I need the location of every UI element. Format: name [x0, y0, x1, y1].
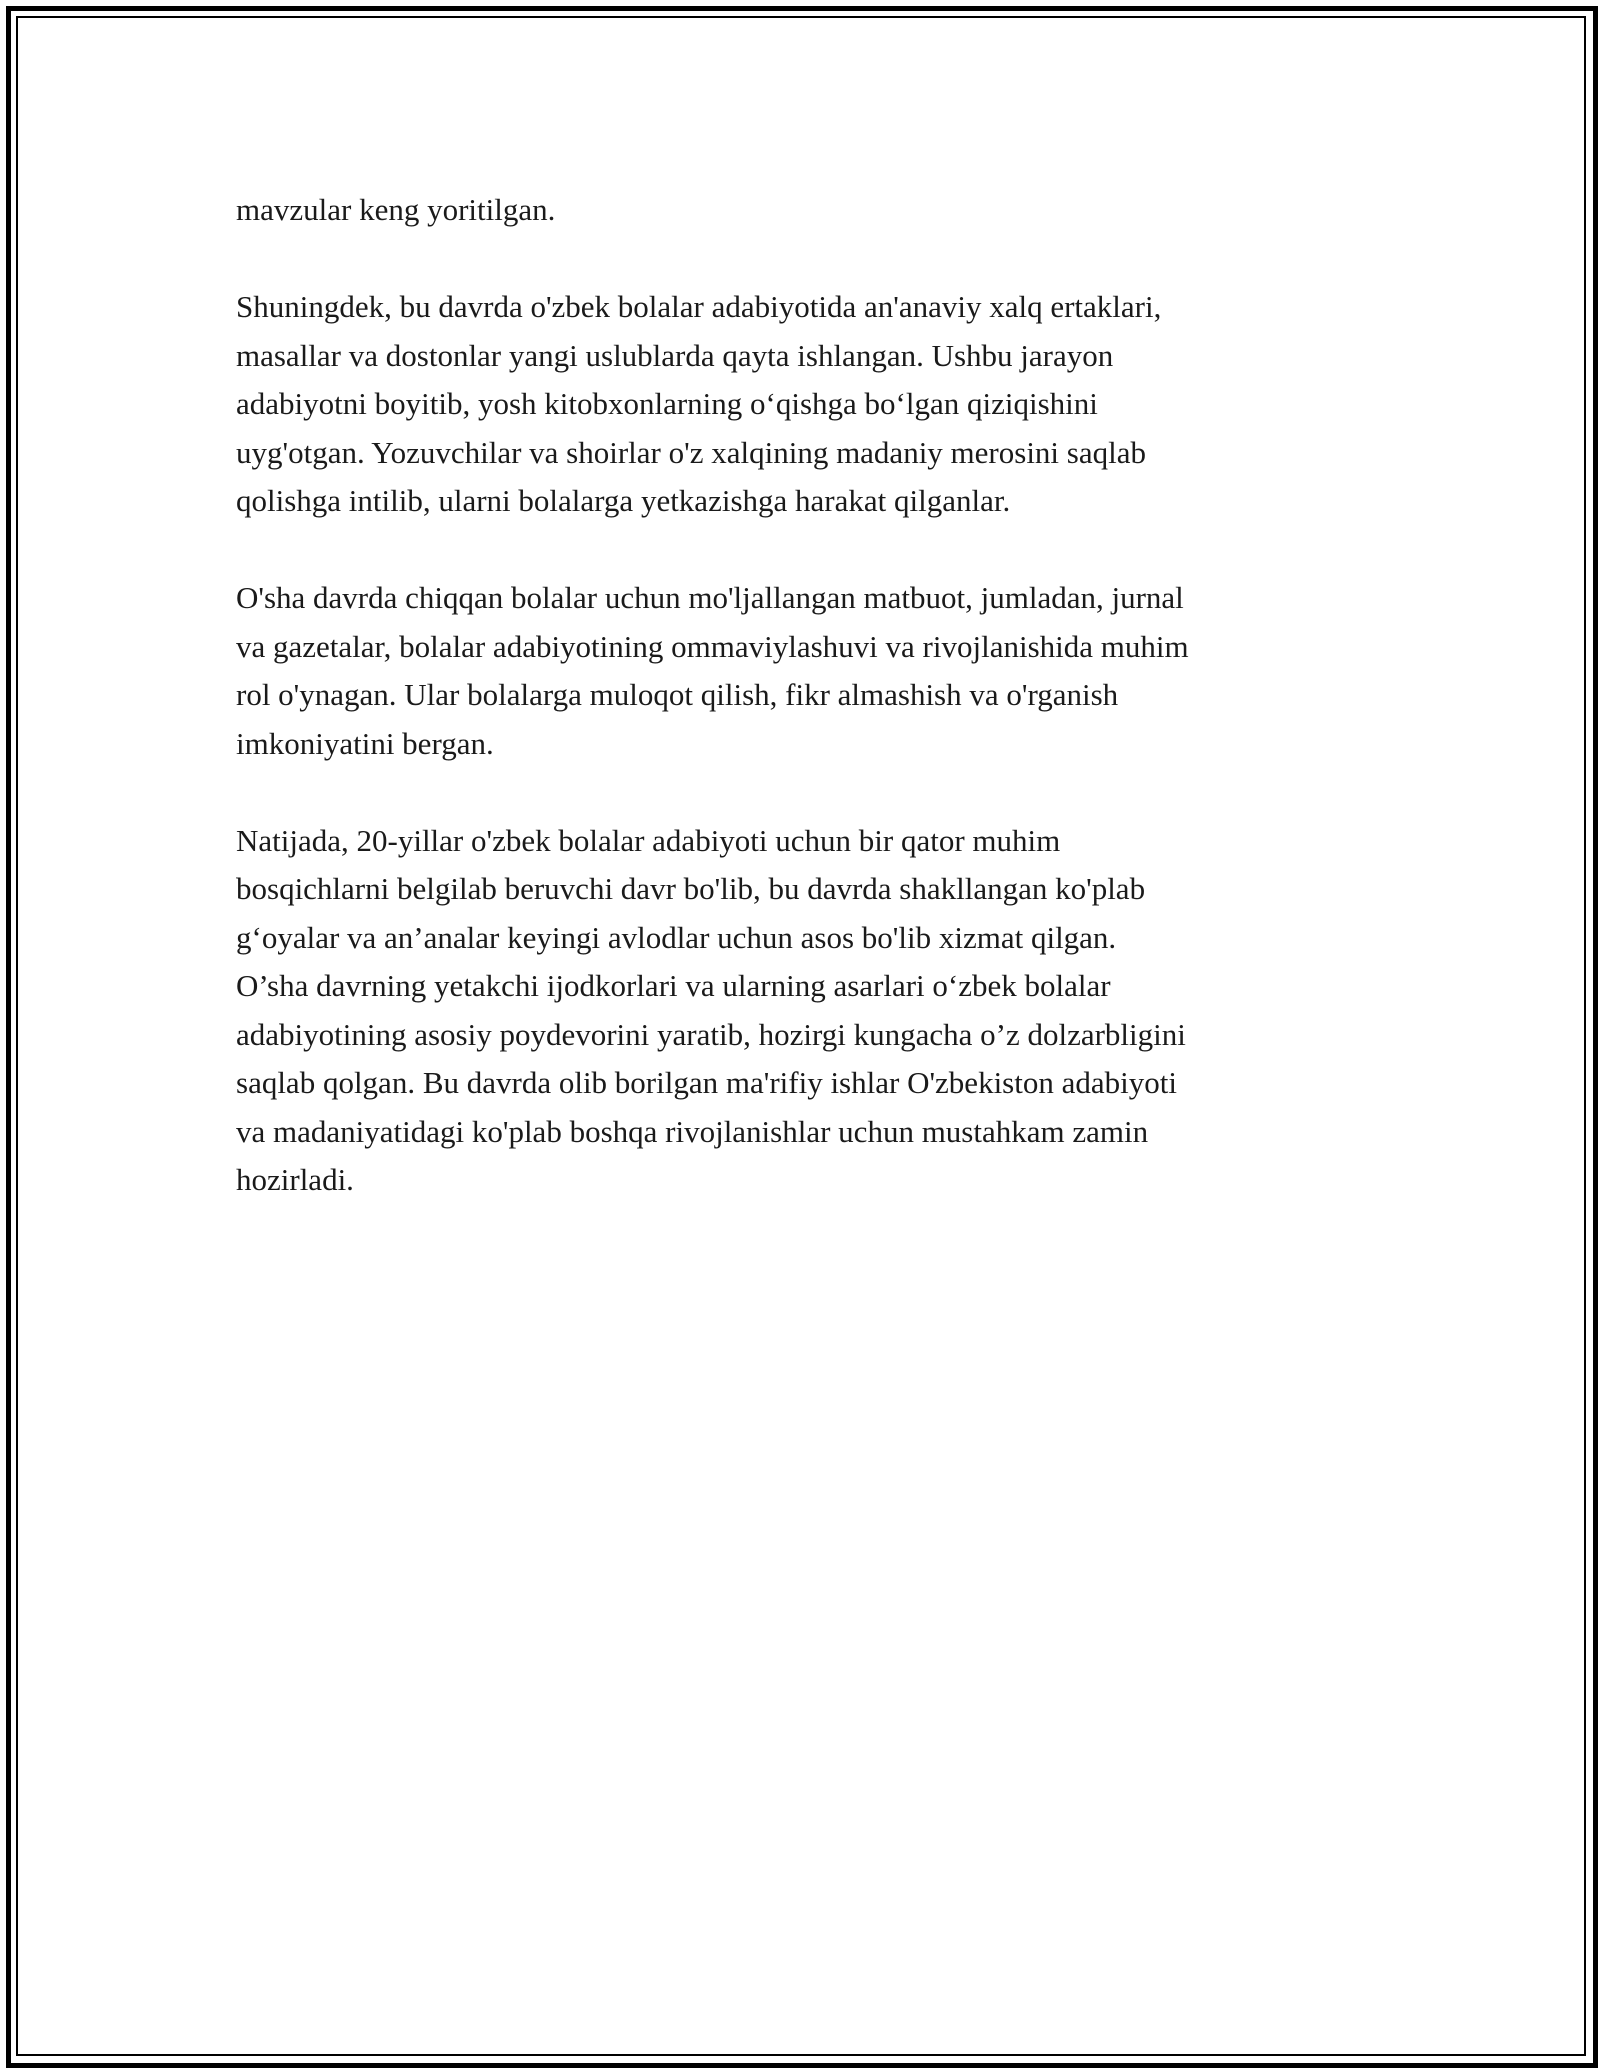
text-line: rol o'ynagan. Ular bolalarga muloqot qilish, fikr almashish va o'rganish [236, 677, 1119, 712]
text-line: adabiyotining asosiy poydevorini yaratib, hozirgi kungacha o’z dolzarbligini [236, 1016, 1186, 1052]
text-line: va gazetalar, bolalar adabiyotining ommaviylashuvi va rivojlanishida muhim [236, 628, 1189, 664]
paragraph-1 [236, 186, 1416, 235]
text-line: mavzular keng yoritilgan. [236, 192, 556, 227]
paragraph-4 [236, 817, 1416, 1205]
text-line: O'sha davrda chiqqan bolalar uchun mo'ljallangan matbuot, jumladan, jurnal [236, 580, 1184, 615]
text-line: uyg'otgan. Yozuvchilar va shoirlar o'z xalqining madaniy merosini saqlab [236, 434, 1146, 470]
text-line: Shuningdek, bu davrda o'zbek bolalar adabiyotida an'anaviy xalq ertaklari, [236, 289, 1162, 324]
text-line: saqlab qolgan. Bu davrda olib borilgan ma'rifiy ishlar O'zbekiston adabiyoti [236, 1065, 1177, 1100]
text-line: qolishga intilib, ularni bolalarga yetkazishga harakat qilganlar. [236, 483, 1011, 518]
text-line: masallar va dostonlar yangi uslublarda qayta ishlangan. Ushbu jarayon [236, 337, 1114, 373]
paragraph-2 [236, 283, 1416, 526]
text-line: hozirladi. [236, 1162, 354, 1197]
text-line: adabiyotni boyitib, yosh kitobxonlarning o‘qishga bo‘lgan qiziqishini [236, 386, 1098, 421]
text-line: va madaniyatidagi ko'plab boshqa rivojlanishlar uchun mustahkam zamin [236, 1113, 1149, 1149]
text-line: imkoniyatini bergan. [236, 725, 494, 761]
paragraph-3 [236, 574, 1416, 768]
document-body [236, 186, 1416, 1253]
text-line: O’sha davrning yetakchi ijodkorlari va ularning asarlari o‘zbek bolalar [236, 968, 1111, 1003]
text-line: g‘oyalar va an’analar keyingi avlodlar uchun asos bo'lib xizmat qilgan. [236, 919, 1117, 955]
text-line: bosqichlarni belgilab beruvchi davr bo'lib, bu davrda shakllangan ko'plab [236, 871, 1146, 906]
text-line: Natijada, 20-yillar o'zbek bolalar adabiyoti uchun bir qator muhim [236, 822, 1061, 858]
